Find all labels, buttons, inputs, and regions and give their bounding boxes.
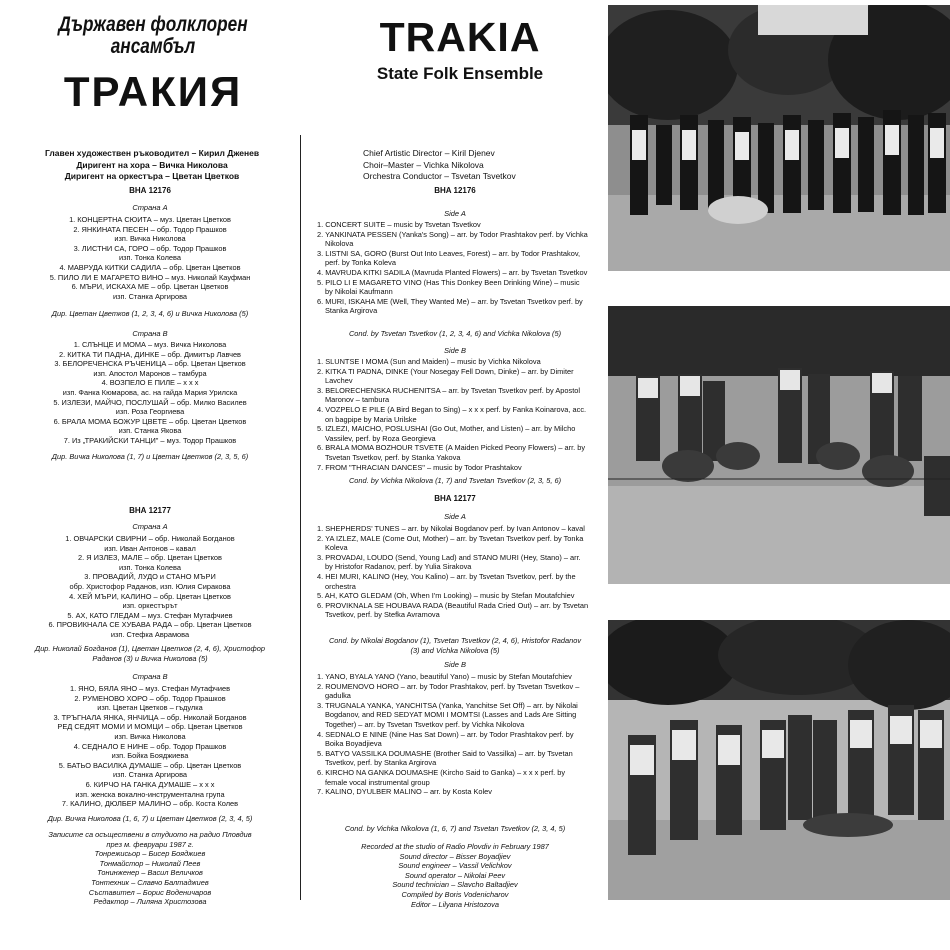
bg-side-b-conductor: Дир. Вичка Николова (1, 7) и Цветан Цветков (2, 3, 5, 6) — [51, 452, 249, 461]
track-item: 5. БАТЬО ВАСИЛКА ДУМАШЕ – обр. Цветан Цветков — [58, 760, 242, 770]
track-item: 3. БЕЛОРЕЧЕНСКА РЪЧЕНИЦА – обр. Цветан Цветков — [54, 359, 246, 369]
track-item: Editor – Lilyana Hristozova — [411, 899, 499, 909]
track-item: 7. Из „ТРАКИЙСКИ ТАНЦИ" – муз. Тодор Прашков — [63, 435, 237, 445]
track-item: 1. КОНЦЕРТНА СЮИТА – муз. Цветан Цветков — [69, 215, 231, 224]
track-item: 7. КАЛИНО, ДЮЛБЕР МАЛИНО – обр. Коста Колев — [61, 799, 239, 809]
track-item: изп. Тонка Колева — [119, 253, 181, 263]
track-item: 4. HEI MURI, KALINO (Hey, You Kalino) – arr. by Tsvetan Tsvetkov, perf. by the orchestra — [317, 571, 576, 591]
track-item: изп. Апостол Маронов – тамбура — [93, 368, 207, 378]
track-item: изп. Иван Антонов – кавал — [104, 543, 196, 553]
track-item: 2. YANKINATA PESSEN (Yanka's Song) – arr. by Todor Prashtakov perf. by Vichka Nikolova — [317, 229, 588, 249]
track-item: 1. SLUNTSE I MOMA (Sun and Maiden) – music by Vichka Nikolova — [317, 357, 541, 366]
track-item: изп. Станка Якова — [118, 426, 182, 436]
track-item: изп. Вичка Николова — [114, 234, 186, 244]
track-item: изп. Станка Аргирова — [112, 770, 188, 780]
track-item: Sound technician – Slavcho Baltadjiev — [392, 880, 518, 890]
track-item: 4. MAVRUDA KITKI SADILA (Mavruda Planted Flowers) – arr. by Tsvetan Tsvetkov — [317, 267, 588, 277]
track-item: Тонтехник – Славчо Балтаджиев — [91, 877, 209, 887]
track-item: 1. YANO, BYALA YANO (Yano, beautiful Yano) – music by Stefan Moutafchiev — [317, 672, 572, 681]
bg-side-a2-conductor: Дир. Николай Богданов (1), Цветан Цветков (2, 4, 6), Христофор Раданов (3) и Вичка Николова (5) — [34, 644, 265, 663]
track-item: 3. ЛИСТНИ СА, ГОРО – обр. Тодор Прашков — [73, 243, 227, 253]
en-credit-line: Chief Artistic Director – Kiril Djenev — [363, 148, 495, 158]
bg-side-b2-label: Страна В — [132, 672, 168, 681]
track-item: 2. Я ИЗЛЕЗ, МАЛЕ – обр. Цветан Цветков — [78, 553, 222, 563]
bg-catalog-12176: ВНА 12176 — [129, 186, 171, 195]
track-item: Тонмайстор – Николай Пеев — [99, 858, 201, 868]
track-item: 5. ПИЛО ЛИ Е МАГАРЕТО ВИНО – муз. Николай Кауфман — [49, 272, 251, 282]
track-item: 6. MURI, ISKAHA ME (Well, They Wanted Me) – arr. by Tsvetan Tsvetkov perf. by Stanka Argirova — [317, 296, 583, 316]
track-item: 4. SEDNALO E NINE (Nine Has Sat Down) – arr. by Todor Prashtakov perf. by Boika Boyadjieva — [317, 729, 574, 749]
bg-credit-line: Диригент на оркестъра – Цветан Цветков — [64, 171, 240, 181]
en-catalog-12177: BHA 12177 — [434, 494, 476, 503]
bg-title: ТРАКИЯ — [63, 68, 243, 115]
en-side-b2-conductor: Cond. by Vichka Nikolova (1, 6, 7) and Tsvetan Tsvetkov (2, 3, 4, 5) — [344, 824, 566, 833]
track-item: 5. ИЗЛЕЗИ, МАЙЧО, ПОСЛУШАЙ – обр. Милко Василев — [53, 397, 247, 407]
track-item: 6. BRALA MOMA BOZHOUR TSVETE (A Maiden Picked Peony Flowers) – arr. by Tsvetan Tsvetkov, perf. by Stanka Yakova — [317, 443, 586, 462]
bg-recording-credits — [0, 830, 300, 907]
track-item: 6. ПРОВИКНАЛА СЕ ХУБАВА РАДА – обр. Цветан Цветков — [48, 620, 252, 630]
en-side-a-list — [317, 220, 589, 316]
track-item: 5. АХ, КАТО ГЛЕДАМ – муз. Стефан Мутафчиев — [67, 610, 233, 620]
track-item: изп. Цветан Цветков – гъдулка — [97, 703, 203, 713]
track-item: 3. ТРЪГНАЛА ЯНКА, ЯНЧИЦА – обр. Николай Богданов — [53, 712, 247, 722]
track-item: 3. ПРОВАДИЙ, ЛУДО и СТАНО МЪРИ — [84, 572, 216, 582]
track-item: Записите са осъществени в студиото на радио Пловдив — [48, 830, 252, 839]
track-item: 6. KIRCHO NA GANKA DOUMASHE (Kircho Said to Ganka) – x x x perf. by female vocal instrumental group — [317, 767, 566, 787]
en-side-b2-label: Side B — [443, 660, 467, 669]
en-side-b2-list — [317, 672, 589, 797]
track-item: Sound engineer – Vassil Velichkov — [398, 861, 512, 871]
bg-side-a-list — [10, 215, 290, 301]
track-item: Compiled by Boris Vodenicharov — [401, 889, 509, 899]
track-item: 6. БРАЛА МОМА БОЖУР ЦВЕТЕ – обр. Цветан Цветков — [53, 416, 247, 426]
bg-credit-line: Диригент на хора – Вичка Николова — [76, 159, 228, 170]
column-divider — [300, 135, 301, 900]
track-item: РЕД СЕДЯТ МОМИ И МОМЦИ – обр. Цветан Цветков — [57, 722, 243, 732]
bg-catalog-12177: ВНА 12177 — [129, 506, 171, 515]
track-item: 1. ЯНО, БЯЛА ЯНО – муз. Стефан Мутафчиев — [69, 684, 231, 693]
ensemble-photo-musicians — [608, 5, 950, 271]
track-item: 5. BATYO VASSILKA DOUMASHE (Brother Said to Vassilka) – arr. by Tsvetan Tsvetkov, perf. by Stanka Argirova — [317, 748, 573, 768]
track-item: 6. МЪРИ, ИСКАХА МЕ – обр. Цветан Цветков — [71, 282, 229, 292]
track-item: Recorded at the studio of Radio Plovdiv in February 1987 — [361, 842, 549, 851]
ensemble-photo-women-standing — [608, 620, 950, 900]
track-item: 3. TRUGNALA YANKA, YANCHITSA (Yanka, Yanchitse Set Off) – arr. by Nikolai Bogdanov, and RED SEDYAT MOMI I MOMTSI (Lasses and Lads Are Sitting Together) – arr. by Tsvetan Tsvetkov perf. by Vichka Nikolova — [317, 700, 578, 729]
track-item: Тонрежисьор – Бисер Бояджиев — [94, 849, 206, 859]
en-side-b-list — [317, 357, 589, 472]
track-item: 2. ROUMENOVO HORO – arr. by Todor Prashtakov, perf. by Tsvetan Tsvetkov – gadulka — [317, 681, 580, 701]
track-item: 3. BELORECHENSKA RUCHENITSA – arr. by Tsvetan Tsvetkov perf. by Apostol Maronov – tambura — [317, 385, 581, 405]
track-item: Редактор – Лиляна Христозова — [93, 897, 207, 907]
track-item: 5. AH, KATO GLEDAM (Oh, When I'm Looking) – music by Stefan Moutafchiev — [317, 591, 575, 601]
bg-credit-line: Главен художествен ръководител – Кирил Дженев — [44, 148, 260, 158]
track-item: 4. ВОЗПЕЛО Е ПИЛЕ – х х х — [101, 378, 199, 388]
bg-ensemble-heading: Държавен фолклорен ансамбъл — [58, 13, 248, 58]
bg-side-b-list — [10, 340, 290, 446]
track-item: 5. PILO LI E MAGARETO VINO (Has This Donkey Been Drinking Wine) – music by Nikolai Kaufmann — [317, 277, 580, 297]
track-item: Sound director – Bisser Boyadjiev — [399, 851, 511, 861]
track-item: 4. ХЕЙ МЪРИ, КАЛИНО – обр. Цветан Цветков — [69, 591, 231, 601]
track-item: обр. Христофор Раданов, изп. Юлия Сиракова — [69, 581, 231, 591]
track-item: Sound operator – Nikolai Peev — [404, 870, 506, 880]
track-item: 2. KITKA TI PADNA, DINKE (Your Nosegay Fell Down, Dinke) – arr. by Dimiter Lavchev — [317, 366, 574, 386]
track-item: 6. КИРЧО НА ГАНКА ДУМАШЕ – х х х — [85, 779, 215, 789]
en-side-b-conductor: Cond. by Vichka Nikolova (1, 7) and Tsvetan Tsvetkov (2, 3, 5, 6) — [348, 476, 562, 485]
track-item: през м. февруари 1987 г. — [106, 839, 194, 849]
track-item: 6. PROVIKNALA SE HOUBAVA RADA (Beautiful Rada Cried Out) – arr. by Tsvetan Tsvetkov, perf. by Stefka Avramova — [317, 600, 589, 620]
bg-side-b2-conductor: Дир. Вичка Николова (1, 6, 7) и Цветан Цветков (2, 3, 4, 5) — [47, 814, 253, 823]
en-credits — [363, 148, 603, 183]
en-side-a2-list — [317, 524, 589, 620]
track-item: 3. PROVADAI, LOUDO (Send, Young Lad) and STANO MURI (Hey, Stano) – arr. by Hristofor Radanov, perf. by Yulia Sirakova — [317, 552, 581, 572]
ensemble-photo-dancers-seated — [608, 306, 950, 584]
bg-side-a-label: Страна А — [132, 203, 168, 212]
track-item: 1. SHEPHERDS' TUNES – arr. by Nikolai Bogdanov perf. by Ivan Antonov – kaval — [317, 524, 585, 533]
track-item: 4. МАВРУДА КИТКИ САДИЛА – обр. Цветан Цветков — [59, 262, 241, 272]
bg-side-a2-list — [10, 534, 290, 640]
en-side-b-label: Side B — [443, 346, 467, 355]
track-item: изп. Роза Георгиева — [115, 407, 185, 417]
track-item: 7. KALINO, DYULBER MALINO – arr. by Kosta Kolev — [317, 787, 492, 797]
track-item: 4. СЕДНАЛО Е НИНЕ – обр. Тодор Прашков — [73, 741, 227, 751]
track-item: изп. Стефка Аврамова — [110, 629, 190, 639]
en-side-a-label: Side A — [444, 209, 466, 218]
track-item: 2. РУМЕНОВО ХОРО – обр. Тодор Прашков — [74, 693, 226, 703]
bg-credits — [22, 148, 282, 183]
track-item: Съставител – Борис Воденичаров — [88, 887, 212, 897]
track-item: изп. оркестърът — [122, 601, 178, 611]
track-item: 5. IZLEZI, MAICHO, POSLUSHAI (Go Out, Mother, and Listen) – arr. by Milcho Vassilev, perf. by Roza Georgieva — [317, 424, 576, 443]
bg-side-a-conductor: Дир. Цветан Цветков (1, 2, 3, 4, 6) и Вичка Николова (5) — [51, 309, 249, 318]
track-item: изп. Станка Аргирова — [112, 291, 188, 301]
en-credit-line: Orchestra Conductor – Tsvetan Tsvetkov — [363, 171, 516, 181]
en-side-a-conductor: Cond. by Tsvetan Tsvetkov (1, 2, 3, 4, 6) and Vichka Nikolova (5) — [348, 329, 562, 338]
en-side-a2-label: Side A — [444, 512, 466, 521]
en-recording-credits — [305, 842, 605, 909]
track-item: 2. YA IZLEZ, MALE (Come Out, Mother) – arr. by Tsvetan Tsvetkov perf. by Tonka Koleva — [317, 533, 584, 553]
track-item: изп. женска вокално-инструментална група — [75, 789, 225, 799]
en-subtitle: State Folk Ensemble — [376, 64, 544, 83]
en-title: TRAKIA — [379, 14, 541, 60]
en-catalog-12176: BHA 12176 — [434, 186, 476, 195]
bg-side-a2-label: Страна А — [132, 522, 168, 531]
bg-side-b2-list — [10, 684, 290, 809]
track-item: 2. ЯНКИНАТА ПЕСЕН – обр. Тодор Прашков — [73, 224, 227, 234]
track-item: изп. Тонка Колева — [119, 562, 181, 572]
track-item: 7. FROM "THRACIAN DANCES" – music by Todor Prashtakov — [317, 462, 522, 472]
track-item: 1. CONCERT SUITE – music by Tsvetan Tsvetkov — [317, 220, 481, 229]
track-item: 4. VOZPELO E PILE (A Bird Began to Sing) – x x x perf. by Fanka Koinarova, acc. on bagpipe by Maria Urilske — [317, 404, 587, 424]
track-item: изп. Бойка Бояджиева — [111, 751, 189, 761]
track-item: Тонинженер – Васил Величков — [97, 868, 203, 878]
track-item: 1. СЛЪНЦЕ И МОМА – муз. Вичка Николова — [73, 340, 227, 349]
track-item: изп. Вичка Николова — [114, 731, 186, 741]
en-side-a2-conductor: Cond. by Nikolai Bogdanov (1), Tsvetan Tsvetkov (2, 4, 6), Hristofor Radanov (3) and Vichka Nikolova (5) — [328, 636, 582, 655]
bg-side-b-label: Страна В — [132, 329, 168, 338]
track-item: 1. ОВЧАРСКИ СВИРНИ – обр. Николай Богданов — [65, 534, 235, 543]
en-credit-line: Choir–Master – Vichka Nikolova — [363, 159, 484, 170]
track-item: изп. Фанка Кюмарова, ас. на гайда Мария Урилска — [62, 387, 238, 397]
track-item: 2. КИТКА ТИ ПАДНА, ДИНКЕ – обр. Димитър Лавчев — [58, 349, 241, 359]
track-item: 3. LISTNI SA, GORO (Burst Out Into Leaves, Forest) – arr. by Todor Prashtakov, perf. by Tonka Koleva — [317, 248, 581, 268]
